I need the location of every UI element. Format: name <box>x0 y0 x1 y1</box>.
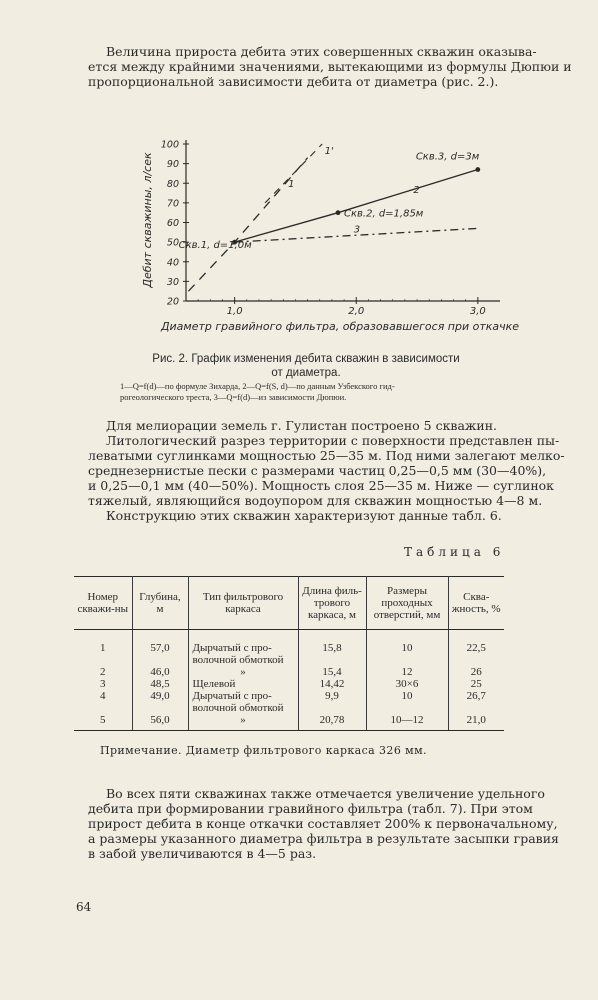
text-line: Для мелиорации земель г. Гулистан построено 5 скважин. <box>106 418 498 433</box>
cell-holes: 30×6 <box>366 678 448 690</box>
cell-type-line: волочной обмоткой <box>192 654 284 666</box>
cell-type: » <box>188 666 298 678</box>
header-cell: Номер скважи-ны <box>74 577 132 630</box>
y-tick-label: 20 <box>166 296 179 308</box>
cell-number: 4 <box>74 690 132 714</box>
y-tick-label: 30 <box>166 276 179 288</box>
text-line: Во всех пяти скважинах также отмечается увеличение удельного <box>106 786 545 801</box>
figure-legend <box>120 381 520 403</box>
cell-number: 5 <box>74 714 132 731</box>
y-axis-label: Дебит скважины, л/сек <box>141 152 154 288</box>
data-point <box>475 167 480 172</box>
table-header-row <box>74 577 504 630</box>
cell-type-line: Дырчатый с про- <box>192 642 272 654</box>
cell-number: 2 <box>74 666 132 678</box>
header-cell: Тип фильтрового каркаса <box>188 577 298 630</box>
legend-line: рогеологического треста, 3—Q=f(d)—из зависимости Дюпюи. <box>120 392 347 402</box>
text-line: а размеры указанного диаметра фильтра в результате засыпки гравия <box>88 831 559 846</box>
text-line: в забой увеличиваются в 4—5 раз. <box>88 846 317 861</box>
curve-number-label: 3 <box>353 224 361 236</box>
cell-holes: 10—12 <box>366 714 448 731</box>
y-tick-label: 70 <box>166 198 179 210</box>
wells-table <box>74 576 504 731</box>
point-label: Скв.2, d=1,85м <box>344 208 424 220</box>
cell-type-line: волочной обмоткой <box>192 702 284 714</box>
cell-type: Щелевой <box>188 678 298 690</box>
caption-line: Рис. 2. График изменения дебита скважин в зависимости <box>152 353 460 365</box>
table-row <box>74 690 504 714</box>
text-line: прирост дебита в конце откачки составляет 200% к первоначальному, <box>88 816 558 831</box>
y-tick-label: 50 <box>166 237 179 249</box>
y-tick-label: 90 <box>166 159 179 171</box>
y-tick-label: 40 <box>166 257 179 269</box>
cell-porosity: 22,5 <box>448 630 504 667</box>
cell-number: 1 <box>74 630 132 667</box>
cell-depth: 57,0 <box>132 630 188 667</box>
cell-type <box>188 690 298 714</box>
cell-type-line: Дырчатый с про- <box>192 690 272 702</box>
series-line-1-prime <box>265 144 322 203</box>
cell-depth: 56,0 <box>132 714 188 731</box>
cell-depth: 46,0 <box>132 666 188 678</box>
table-row <box>74 678 504 690</box>
cell-length: 15,4 <box>298 666 366 678</box>
cell-porosity: 25 <box>448 678 504 690</box>
figure-caption <box>96 352 516 380</box>
table-row <box>74 630 504 667</box>
header-cell: Сква-жность, % <box>448 577 504 630</box>
cell-type <box>188 630 298 667</box>
x-tick-label: 1,0 <box>226 306 243 317</box>
x-tick-label: 3,0 <box>469 306 486 317</box>
cell-holes: 12 <box>366 666 448 678</box>
y-tick-label: 60 <box>166 218 179 229</box>
debit-chart <box>0 0 598 345</box>
header-cell: Длина филь-трового каркаса, м <box>298 577 366 630</box>
text-line: леватыми суглинками мощностью 25—35 м. Под ними залегают мелко- <box>88 448 565 463</box>
text-line: Литологический разрез территории с поверхности представлен пы- <box>106 433 560 448</box>
page-number: 64 <box>76 900 92 914</box>
table-row <box>74 666 504 678</box>
cell-porosity: 26,7 <box>448 690 504 714</box>
text-line: среднезернистые пески с размерами частиц 0,25—0,5 мм (30—40%), <box>88 463 547 478</box>
cell-depth: 49,0 <box>132 690 188 714</box>
x-axis-label: Диаметр гравийного фильтра, образовавшегося при откачке <box>160 320 520 333</box>
cell-length: 15,8 <box>298 630 366 667</box>
table-row <box>74 714 504 731</box>
header-cell: Глубина, м <box>132 577 188 630</box>
body-paragraph <box>88 418 565 523</box>
y-tick-label: 100 <box>160 139 179 151</box>
y-tick-label: 80 <box>166 178 179 190</box>
cell-porosity: 21,0 <box>448 714 504 731</box>
text-line: дебита при формировании гравийного фильтра (табл. 7). При этом <box>88 801 533 816</box>
text-line: пропорциональной зависимости дебита от диаметра (рис. 2.). <box>88 74 499 89</box>
curve-number-label: 2 <box>413 185 420 197</box>
text-line: тяжелый, являющийся водоупором для скважин мощностью 4—8 м. <box>88 493 543 508</box>
header-cell: Размеры проходных отверстий, мм <box>366 577 448 630</box>
cell-number: 3 <box>74 678 132 690</box>
cell-holes: 10 <box>366 630 448 667</box>
curve-number-label: 1' <box>324 145 334 157</box>
series-line-1 <box>188 158 307 291</box>
data-point <box>336 210 341 215</box>
cell-length: 20,78 <box>298 714 366 731</box>
point-label: Скв.1, d=1,0м <box>178 240 252 252</box>
curve-number-label: 1 <box>288 179 295 191</box>
caption-line: от диаметра. <box>271 367 341 379</box>
cell-holes: 10 <box>366 690 448 714</box>
x-tick-label: 2,0 <box>348 306 365 317</box>
legend-line: 1—Q=f(d)—по формуле Зихарда, 2—Q=f(S, d)—по данным Узбекского гид- <box>120 381 395 391</box>
text-line: Конструкцию этих скважин характеризуют данные табл. 6. <box>106 508 502 523</box>
table-caption: Таблица 6 <box>404 545 505 559</box>
cell-type: » <box>188 714 298 731</box>
text-line: Величина прироста дебита этих совершенных скважин оказыва- <box>106 44 537 59</box>
table-note: Примечание. Диаметр фильтрового каркаса 326 мм. <box>100 744 427 757</box>
cell-porosity: 26 <box>448 666 504 678</box>
text-line: ется между крайними значениями, вытекающими из формулы Дюпюи и <box>88 59 572 74</box>
body-paragraph <box>88 786 559 861</box>
cell-length: 9,9 <box>298 690 366 714</box>
cell-depth: 48,5 <box>132 678 188 690</box>
point-label: Скв.3, d=3м <box>415 151 480 163</box>
cell-length: 14,42 <box>298 678 366 690</box>
text-line: и 0,25—0,1 мм (40—50%). Мощность слоя 25—35 м. Ниже — суглинок <box>88 478 554 493</box>
